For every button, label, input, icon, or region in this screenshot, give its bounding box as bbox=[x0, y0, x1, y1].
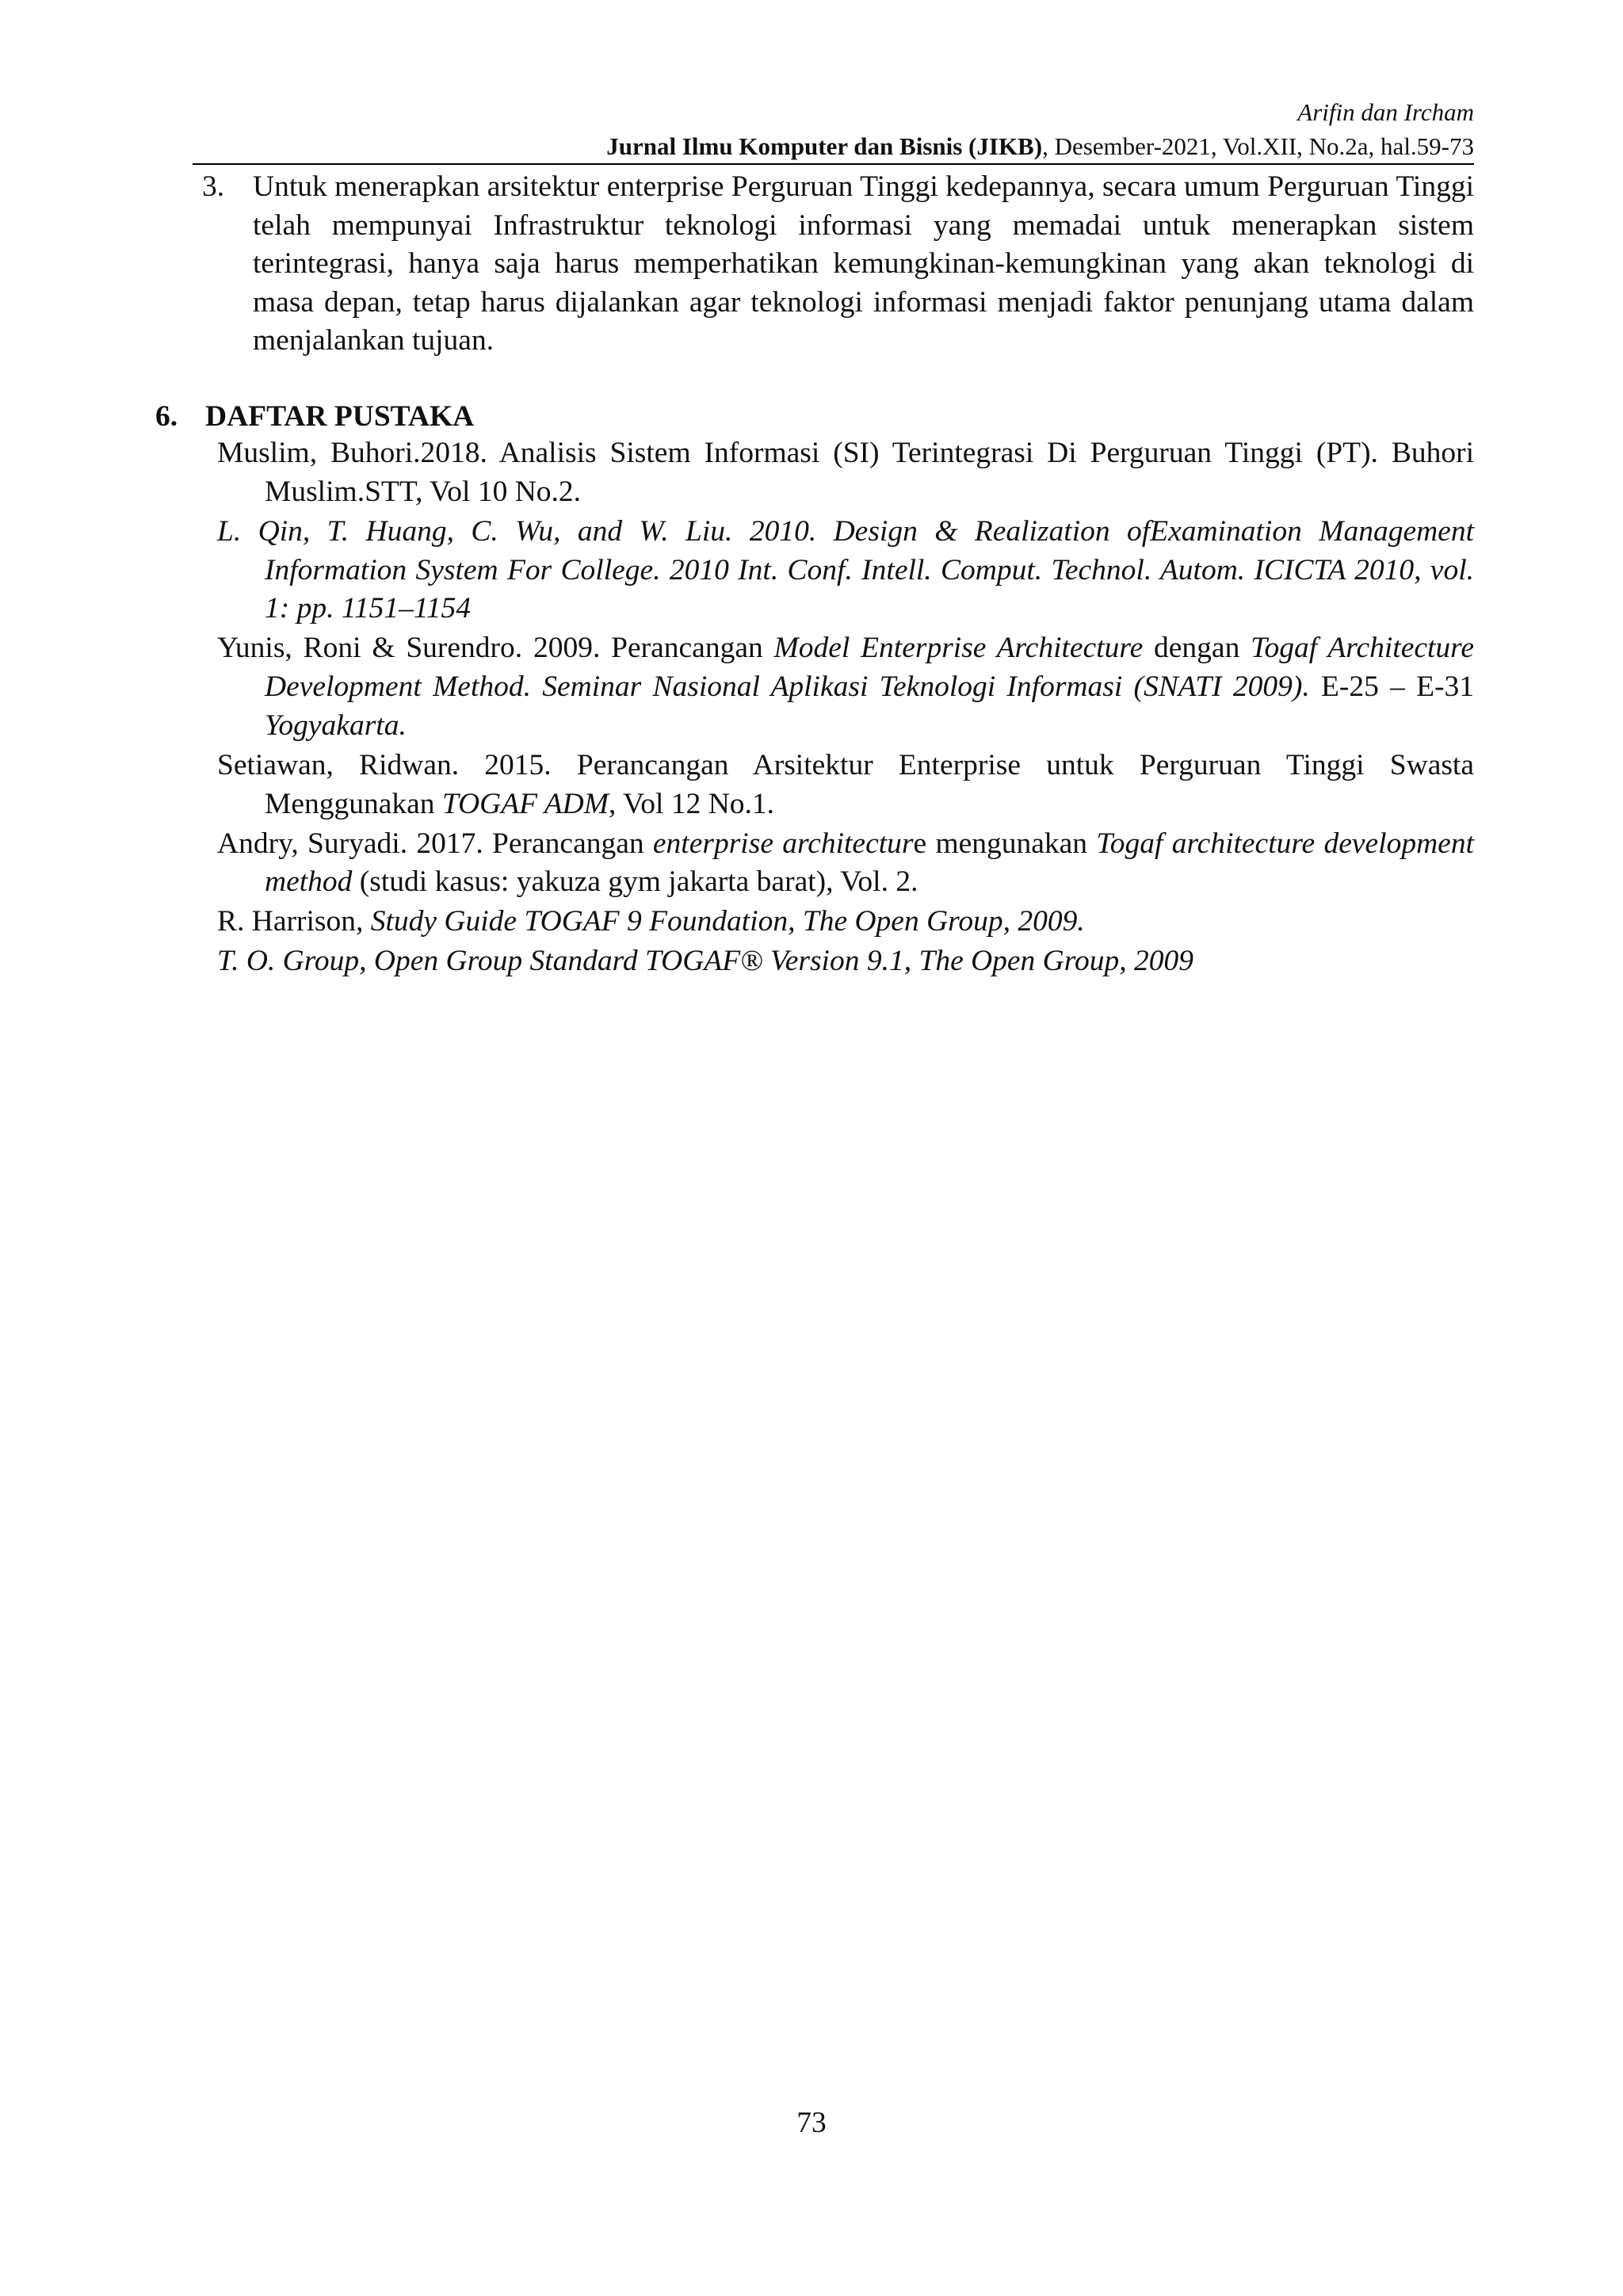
conclusion-item-text: Untuk menerapkan arsitektur enterprise Perguruan Tinggi kedepannya, secara umum Perguruan Tinggi telah mempunyai Infrastruktur teknologi informasi yang memadai untuk menerapkan sistem terintegrasi, hanya saja harus memperhatikan kemungkinan-kemungkinan yang akan teknologi di masa depan, tetap harus dijalankan agar teknologi informasi menjadi faktor penunjang utama dalam menjalankan tujuan. bbox=[253, 170, 1475, 357]
conclusion-item-number: 3. bbox=[202, 170, 225, 203]
reference-italic-text: enterprise architectur bbox=[652, 827, 914, 860]
reference-text: , Vol 12 No.1. bbox=[608, 787, 775, 820]
reference-item: Muslim, Buhori.2018. Analisis Sistem Informasi (SI) Terintegrasi Di Perguruan Tinggi (PT). Buhori Muslim.STT, Vol 10 No.2. bbox=[217, 437, 1474, 508]
reference-text: Yunis, Roni & Surendro. 2009. Perancangan bbox=[217, 632, 774, 665]
reference-item bbox=[217, 825, 1474, 902]
reference-text: Setiawan, Ridwan. 2015. Perancangan Arsitektur Enterprise untuk Perguruan Tinggi Swasta Menggunakan bbox=[217, 748, 1474, 820]
reference-italic-text: Model Enterprise Architecture bbox=[773, 632, 1144, 665]
reference-italic-text: Togaf architecture development method bbox=[265, 827, 1474, 899]
running-header-journal bbox=[606, 131, 1474, 162]
journal-name: Jurnal Ilmu Komputer dan Bisnis (JIKB) bbox=[606, 132, 1043, 160]
reference-text: (studi kasus: yakuza gym jakarta barat), Vol. 2. bbox=[352, 865, 918, 899]
reference-italic-text: TOGAF ADM bbox=[441, 787, 609, 820]
reference-italic-text: Yogyakarta. bbox=[265, 709, 407, 742]
reference-item: T. O. Group, Open Group Standard TOGAF® Version 9.1, The Open Group, 2009 bbox=[217, 945, 1193, 978]
section-heading bbox=[155, 398, 474, 436]
reference-item bbox=[217, 747, 1474, 823]
running-header-authors: Arifin dan Ircham bbox=[1297, 98, 1474, 126]
reference-text: e mengunakan bbox=[913, 827, 1097, 860]
reference-italic-text: , Study Guide TOGAF 9 Foundation, The Open Group, 2009. bbox=[355, 905, 1085, 938]
reference-text: Andry, Suryadi. 2017. Perancangan bbox=[217, 827, 653, 860]
reference-italic-text: Togaf Architecture Development Method. Seminar Nasional Aplikasi Teknologi Informasi (SNATI 2009). bbox=[265, 632, 1474, 703]
reference-text: R. Harrison bbox=[217, 905, 356, 938]
reference-item bbox=[217, 629, 1474, 745]
section-title: DAFTAR PUSTAKA bbox=[205, 400, 475, 433]
reference-item bbox=[217, 903, 1474, 942]
section-number: 6. bbox=[155, 400, 178, 433]
reference-text: E-25 – E-31 bbox=[1309, 670, 1474, 703]
page-number: 73 bbox=[796, 2107, 827, 2139]
conclusion-item bbox=[202, 168, 1474, 361]
reference-text: dengan bbox=[1143, 632, 1251, 665]
reference-item: L. Qin, T. Huang, C. Wu, and W. Liu. 2010. Design & Realization ofExamination Management Information System For College. 2010 Int. Conf. Intell. Comput. Technol. Autom. ICICTA 2010, vol. 1: pp. 1151–1154 bbox=[217, 514, 1474, 625]
header-rule bbox=[193, 163, 1474, 165]
reference-list bbox=[217, 434, 1474, 983]
journal-issue: , Desember-2021, Vol.XII, No.2a, hal.59-73 bbox=[1042, 132, 1474, 160]
